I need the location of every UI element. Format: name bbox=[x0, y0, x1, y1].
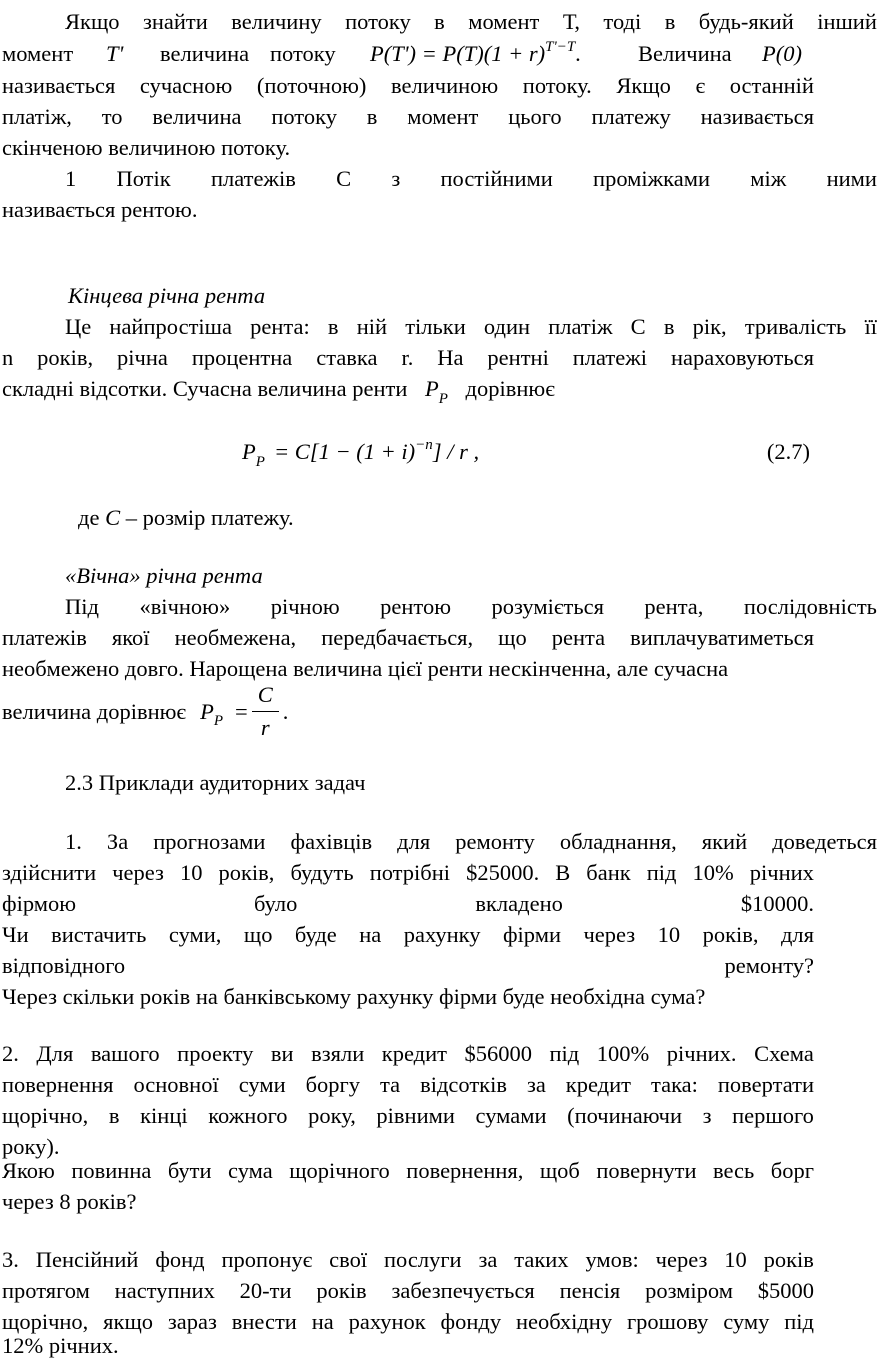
intro-flow-exponent: T'−T bbox=[545, 38, 576, 55]
word: свої bbox=[329, 1247, 368, 1272]
task3-line-4: 12% річних. bbox=[2, 1333, 119, 1358]
word: боргу bbox=[305, 1072, 361, 1097]
intro-line-5: скінченою величиною потоку. bbox=[2, 135, 291, 160]
word: річних. bbox=[666, 1041, 737, 1066]
word: 1. bbox=[65, 829, 82, 854]
word: буде bbox=[294, 922, 337, 947]
word: n bbox=[2, 345, 14, 370]
perpetual-line-1 bbox=[2, 591, 877, 622]
word: найпростіша bbox=[109, 314, 232, 339]
intro-flow-formula: $P(T') = P(T)(1 + r)^{T'-T}$. bbox=[370, 38, 581, 66]
task1-line-6: Через скільки років на банківському рахунку фірми буде необхідна сума? bbox=[2, 984, 706, 1009]
word: ній bbox=[356, 314, 388, 339]
word: На bbox=[437, 345, 464, 370]
word: в bbox=[663, 314, 675, 339]
word: 10 bbox=[179, 860, 203, 885]
word: з bbox=[391, 166, 401, 191]
word: потоку. bbox=[522, 73, 592, 98]
word: рівними bbox=[376, 1103, 455, 1128]
word: вкладено bbox=[475, 891, 563, 916]
word: послуги bbox=[384, 1247, 462, 1272]
word: зараз bbox=[167, 1309, 217, 1334]
word: між bbox=[750, 166, 787, 191]
perpetual-line-2 bbox=[2, 622, 814, 653]
word: повернення, bbox=[406, 1158, 524, 1183]
word: така: bbox=[650, 1072, 698, 1097]
word: 20-ти bbox=[239, 1278, 292, 1303]
word: забезпечується bbox=[391, 1278, 535, 1303]
word: обладнання, bbox=[559, 829, 677, 854]
word: останній bbox=[729, 73, 814, 98]
formula-lhs: $P_P$ bbox=[242, 439, 265, 470]
word: в bbox=[108, 1103, 120, 1128]
perpetual-rent-heading: «Вічна» річна рента bbox=[65, 563, 263, 588]
finite-line-2 bbox=[2, 342, 814, 373]
word: повертати bbox=[717, 1072, 814, 1097]
word: тривалість bbox=[744, 314, 847, 339]
word: здійснити bbox=[2, 860, 97, 885]
word: під bbox=[646, 860, 677, 885]
intro-moment-word: момент bbox=[2, 41, 74, 66]
word: r. bbox=[401, 345, 414, 370]
word: якщо bbox=[103, 1309, 154, 1334]
word: основної bbox=[133, 1072, 219, 1097]
word: ремонту bbox=[455, 829, 535, 854]
word: Чи bbox=[2, 922, 29, 947]
word: прогнозами bbox=[153, 829, 266, 854]
word: рентні bbox=[487, 345, 549, 370]
task2-line-2 bbox=[2, 1069, 814, 1100]
task2-line-5 bbox=[2, 1155, 814, 1186]
word: $56000 bbox=[464, 1041, 532, 1066]
task1-line-5 bbox=[2, 950, 814, 981]
word: пропонує bbox=[221, 1247, 313, 1272]
word: потоку bbox=[345, 9, 411, 34]
task1-line-1 bbox=[2, 826, 877, 857]
fraction-denominator: r bbox=[260, 714, 270, 740]
word: рік, bbox=[692, 314, 727, 339]
word: що bbox=[498, 625, 527, 650]
word: років bbox=[316, 1278, 367, 1303]
word: року, bbox=[308, 1103, 356, 1128]
perpetual-line-4-end: . bbox=[282, 698, 289, 724]
word: грошову bbox=[626, 1309, 709, 1334]
word: ставка bbox=[316, 345, 378, 370]
word: років, bbox=[218, 860, 275, 885]
word: один bbox=[483, 314, 531, 339]
intro-p0: P(0) bbox=[762, 41, 802, 66]
word: Потік bbox=[116, 166, 171, 191]
word: рента, bbox=[644, 594, 704, 619]
word: рахунок bbox=[348, 1309, 426, 1334]
word: що bbox=[243, 922, 273, 947]
word: Це bbox=[65, 314, 92, 339]
section-title: 2.3 Приклади аудиторних задач bbox=[65, 770, 366, 795]
formula-number: (2.7) bbox=[766, 439, 810, 464]
word: суми, bbox=[168, 922, 222, 947]
word: Якщо bbox=[65, 9, 120, 34]
word: називається bbox=[2, 73, 116, 98]
task1-line-2 bbox=[2, 857, 814, 888]
word: відповідного bbox=[2, 953, 126, 978]
fraction-numerator: C bbox=[252, 681, 279, 712]
intro-value-word: Величина bbox=[638, 41, 732, 66]
word: 2. bbox=[2, 1041, 19, 1066]
word: кінці bbox=[140, 1103, 188, 1128]
word: через bbox=[655, 1247, 708, 1272]
word: повернути bbox=[596, 1158, 697, 1183]
word: потоку bbox=[271, 104, 337, 129]
word: Якщо bbox=[616, 73, 671, 98]
intro-t-prime: T' bbox=[106, 41, 124, 66]
word: величиною bbox=[391, 73, 499, 98]
word: платежів bbox=[2, 625, 87, 650]
word: процентна bbox=[191, 345, 293, 370]
word: Т, bbox=[562, 9, 580, 34]
word: величина bbox=[152, 104, 242, 129]
word: фірмою bbox=[2, 891, 77, 916]
word: рахунку bbox=[403, 922, 481, 947]
word: взяли bbox=[311, 1041, 365, 1066]
word: платіж, bbox=[2, 104, 72, 129]
word: вистачить bbox=[51, 922, 147, 947]
word: Схема bbox=[754, 1041, 814, 1066]
word: фонду bbox=[440, 1309, 502, 1334]
word: кредит bbox=[565, 1072, 631, 1097]
word: будуть bbox=[290, 860, 354, 885]
word: тільки bbox=[405, 314, 466, 339]
task1-line-4 bbox=[2, 919, 814, 950]
word: рентою bbox=[380, 594, 451, 619]
word: момент bbox=[468, 9, 540, 34]
word: річна bbox=[117, 345, 168, 370]
word: знайти bbox=[142, 9, 208, 34]
perpetual-line-4 bbox=[2, 678, 814, 744]
word: повинна bbox=[71, 1158, 152, 1183]
word: щорічного bbox=[289, 1158, 390, 1183]
word: 100% bbox=[596, 1041, 650, 1066]
word: через bbox=[583, 922, 636, 947]
word: на bbox=[311, 1309, 334, 1334]
intro-magnitude-word: величина bbox=[160, 41, 250, 66]
finite-rent-heading: Кінцева річна рента bbox=[68, 283, 266, 308]
word: фонд bbox=[155, 1247, 205, 1272]
word: на bbox=[359, 922, 382, 947]
word: ними bbox=[826, 166, 877, 191]
word: протягом bbox=[2, 1278, 90, 1303]
word: років bbox=[763, 1247, 814, 1272]
intro-line-7: називається рентою. bbox=[2, 197, 198, 222]
word: внести bbox=[231, 1309, 297, 1334]
word: для bbox=[780, 922, 814, 947]
word: річною bbox=[270, 594, 340, 619]
word: відсотків bbox=[420, 1072, 507, 1097]
word: за bbox=[478, 1247, 498, 1272]
finite-line-3-text: складні відсотки. Сучасна величина ренти bbox=[2, 376, 408, 401]
task1-line-3 bbox=[2, 888, 814, 919]
word: проекту bbox=[177, 1041, 254, 1066]
word: Для bbox=[36, 1041, 74, 1066]
word: наступних bbox=[114, 1278, 215, 1303]
word: під bbox=[784, 1309, 814, 1334]
word: в bbox=[664, 9, 676, 34]
word: щорічно, bbox=[2, 1309, 89, 1334]
word: «вічною» bbox=[139, 594, 231, 619]
task2-line-4: року). bbox=[2, 1134, 60, 1159]
word: суму bbox=[723, 1309, 770, 1334]
word: $5000 bbox=[757, 1278, 814, 1303]
word: цього bbox=[508, 104, 562, 129]
word: С bbox=[630, 314, 646, 339]
task2-line-6: через 8 років? bbox=[2, 1189, 137, 1214]
word: величину bbox=[231, 9, 322, 34]
perpetual-line-3: необмежено довго. Нарощена величина цієї ренти нескінченна, але сучасна bbox=[2, 656, 729, 681]
word: її bbox=[864, 314, 877, 339]
finite-line-1 bbox=[2, 311, 877, 342]
word: передбачається, bbox=[321, 625, 474, 650]
word: рента bbox=[551, 625, 606, 650]
word: будь-який bbox=[698, 9, 794, 34]
word: інший bbox=[817, 9, 877, 34]
word: тоді bbox=[603, 9, 642, 34]
word: річних bbox=[749, 860, 814, 885]
word: та bbox=[380, 1072, 401, 1097]
finite-pp-symbol: $P_P$ bbox=[425, 376, 448, 407]
word: називається bbox=[700, 104, 814, 129]
perpetual-line-4-text: величина дорівнює bbox=[2, 698, 187, 724]
word: кожного bbox=[208, 1103, 288, 1128]
word: було bbox=[254, 891, 298, 916]
task3-line-1 bbox=[2, 1244, 814, 1275]
task3-line-2 bbox=[2, 1275, 814, 1306]
word: в bbox=[327, 314, 339, 339]
word: для bbox=[397, 829, 431, 854]
finite-line-3-end: дорівнює bbox=[465, 376, 555, 401]
word: фірми bbox=[502, 922, 561, 947]
intro-line-6 bbox=[2, 163, 877, 194]
intro-line-3 bbox=[2, 70, 814, 101]
word: проміжками bbox=[593, 166, 711, 191]
word: фахівців bbox=[290, 829, 373, 854]
word: За bbox=[106, 829, 129, 854]
word: рента: bbox=[250, 314, 310, 339]
word: бути bbox=[167, 1158, 212, 1183]
word: Пенсійний bbox=[35, 1247, 139, 1272]
word: С bbox=[336, 166, 352, 191]
word: розміром bbox=[645, 1278, 733, 1303]
word: В bbox=[555, 860, 571, 885]
word: $10000. bbox=[740, 891, 814, 916]
word: 10 bbox=[657, 922, 681, 947]
word: Під bbox=[65, 594, 99, 619]
word: необхідну bbox=[515, 1309, 613, 1334]
word: момент bbox=[407, 104, 479, 129]
word: $25000. bbox=[466, 860, 540, 885]
word: кредит bbox=[381, 1041, 447, 1066]
word: першого bbox=[732, 1103, 814, 1128]
intro-line-4 bbox=[2, 101, 814, 132]
formula-exponent: −n bbox=[415, 436, 433, 453]
formula-rhs: = $C[1 - (1 + i)^{-n}] / r$ , bbox=[274, 436, 480, 464]
word: ви bbox=[270, 1041, 294, 1066]
word: нараховуються bbox=[670, 345, 814, 370]
word: 10 bbox=[724, 1247, 747, 1272]
word: Якою bbox=[2, 1158, 55, 1183]
word: сума bbox=[228, 1158, 273, 1183]
task2-line-3 bbox=[2, 1100, 814, 1131]
word: вашого bbox=[90, 1041, 160, 1066]
word: за bbox=[526, 1072, 546, 1097]
word: послідовність bbox=[743, 594, 877, 619]
word: то bbox=[101, 104, 123, 129]
word: доведеться bbox=[772, 829, 877, 854]
word: розуміється bbox=[491, 594, 604, 619]
finite-line-3 bbox=[2, 373, 814, 407]
word: який bbox=[701, 829, 748, 854]
word: під bbox=[549, 1041, 580, 1066]
word: через bbox=[112, 860, 164, 885]
word: (починаючи bbox=[567, 1103, 683, 1128]
word: років, bbox=[37, 345, 94, 370]
word: банк bbox=[586, 860, 631, 885]
formula-where-line: де C – розмір платежу. bbox=[78, 505, 294, 530]
word: сумами bbox=[475, 1103, 547, 1128]
word: постійними bbox=[440, 166, 553, 191]
word: весь bbox=[713, 1158, 755, 1183]
word: (поточною) bbox=[256, 73, 367, 98]
word: 3. bbox=[2, 1247, 19, 1272]
word: платежу bbox=[591, 104, 671, 129]
word: суми bbox=[238, 1072, 286, 1097]
word: 1 bbox=[65, 166, 77, 191]
word: платежів bbox=[210, 166, 296, 191]
word: платежі bbox=[572, 345, 648, 370]
word: в bbox=[434, 9, 445, 34]
word: повернення bbox=[2, 1072, 114, 1097]
word: щорічно, bbox=[2, 1103, 89, 1128]
word: років, bbox=[702, 922, 759, 947]
word: таких bbox=[514, 1247, 569, 1272]
word: 10% bbox=[692, 860, 734, 885]
intro-flow-word: потоку bbox=[270, 41, 336, 66]
word: необмежена, bbox=[174, 625, 297, 650]
word: платіж bbox=[548, 314, 613, 339]
perpetual-pp-symbol: $P_P$ bbox=[200, 698, 224, 729]
word: борг bbox=[770, 1158, 814, 1183]
word: потрібні bbox=[369, 860, 451, 885]
perpetual-equals: = bbox=[235, 698, 248, 724]
word: виплачуватиметься bbox=[630, 625, 814, 650]
word: якої bbox=[111, 625, 150, 650]
word: умов: bbox=[585, 1247, 639, 1272]
task2-line-1 bbox=[2, 1038, 814, 1069]
perpetual-fraction bbox=[252, 681, 279, 742]
word: з bbox=[702, 1103, 712, 1128]
word: щоб bbox=[539, 1158, 580, 1183]
word: в bbox=[366, 104, 378, 129]
word: ремонту? bbox=[724, 953, 814, 978]
word: є bbox=[695, 73, 706, 98]
intro-line-1 bbox=[2, 6, 877, 37]
word: сучасною bbox=[139, 73, 233, 98]
word: пенсія bbox=[559, 1278, 621, 1303]
